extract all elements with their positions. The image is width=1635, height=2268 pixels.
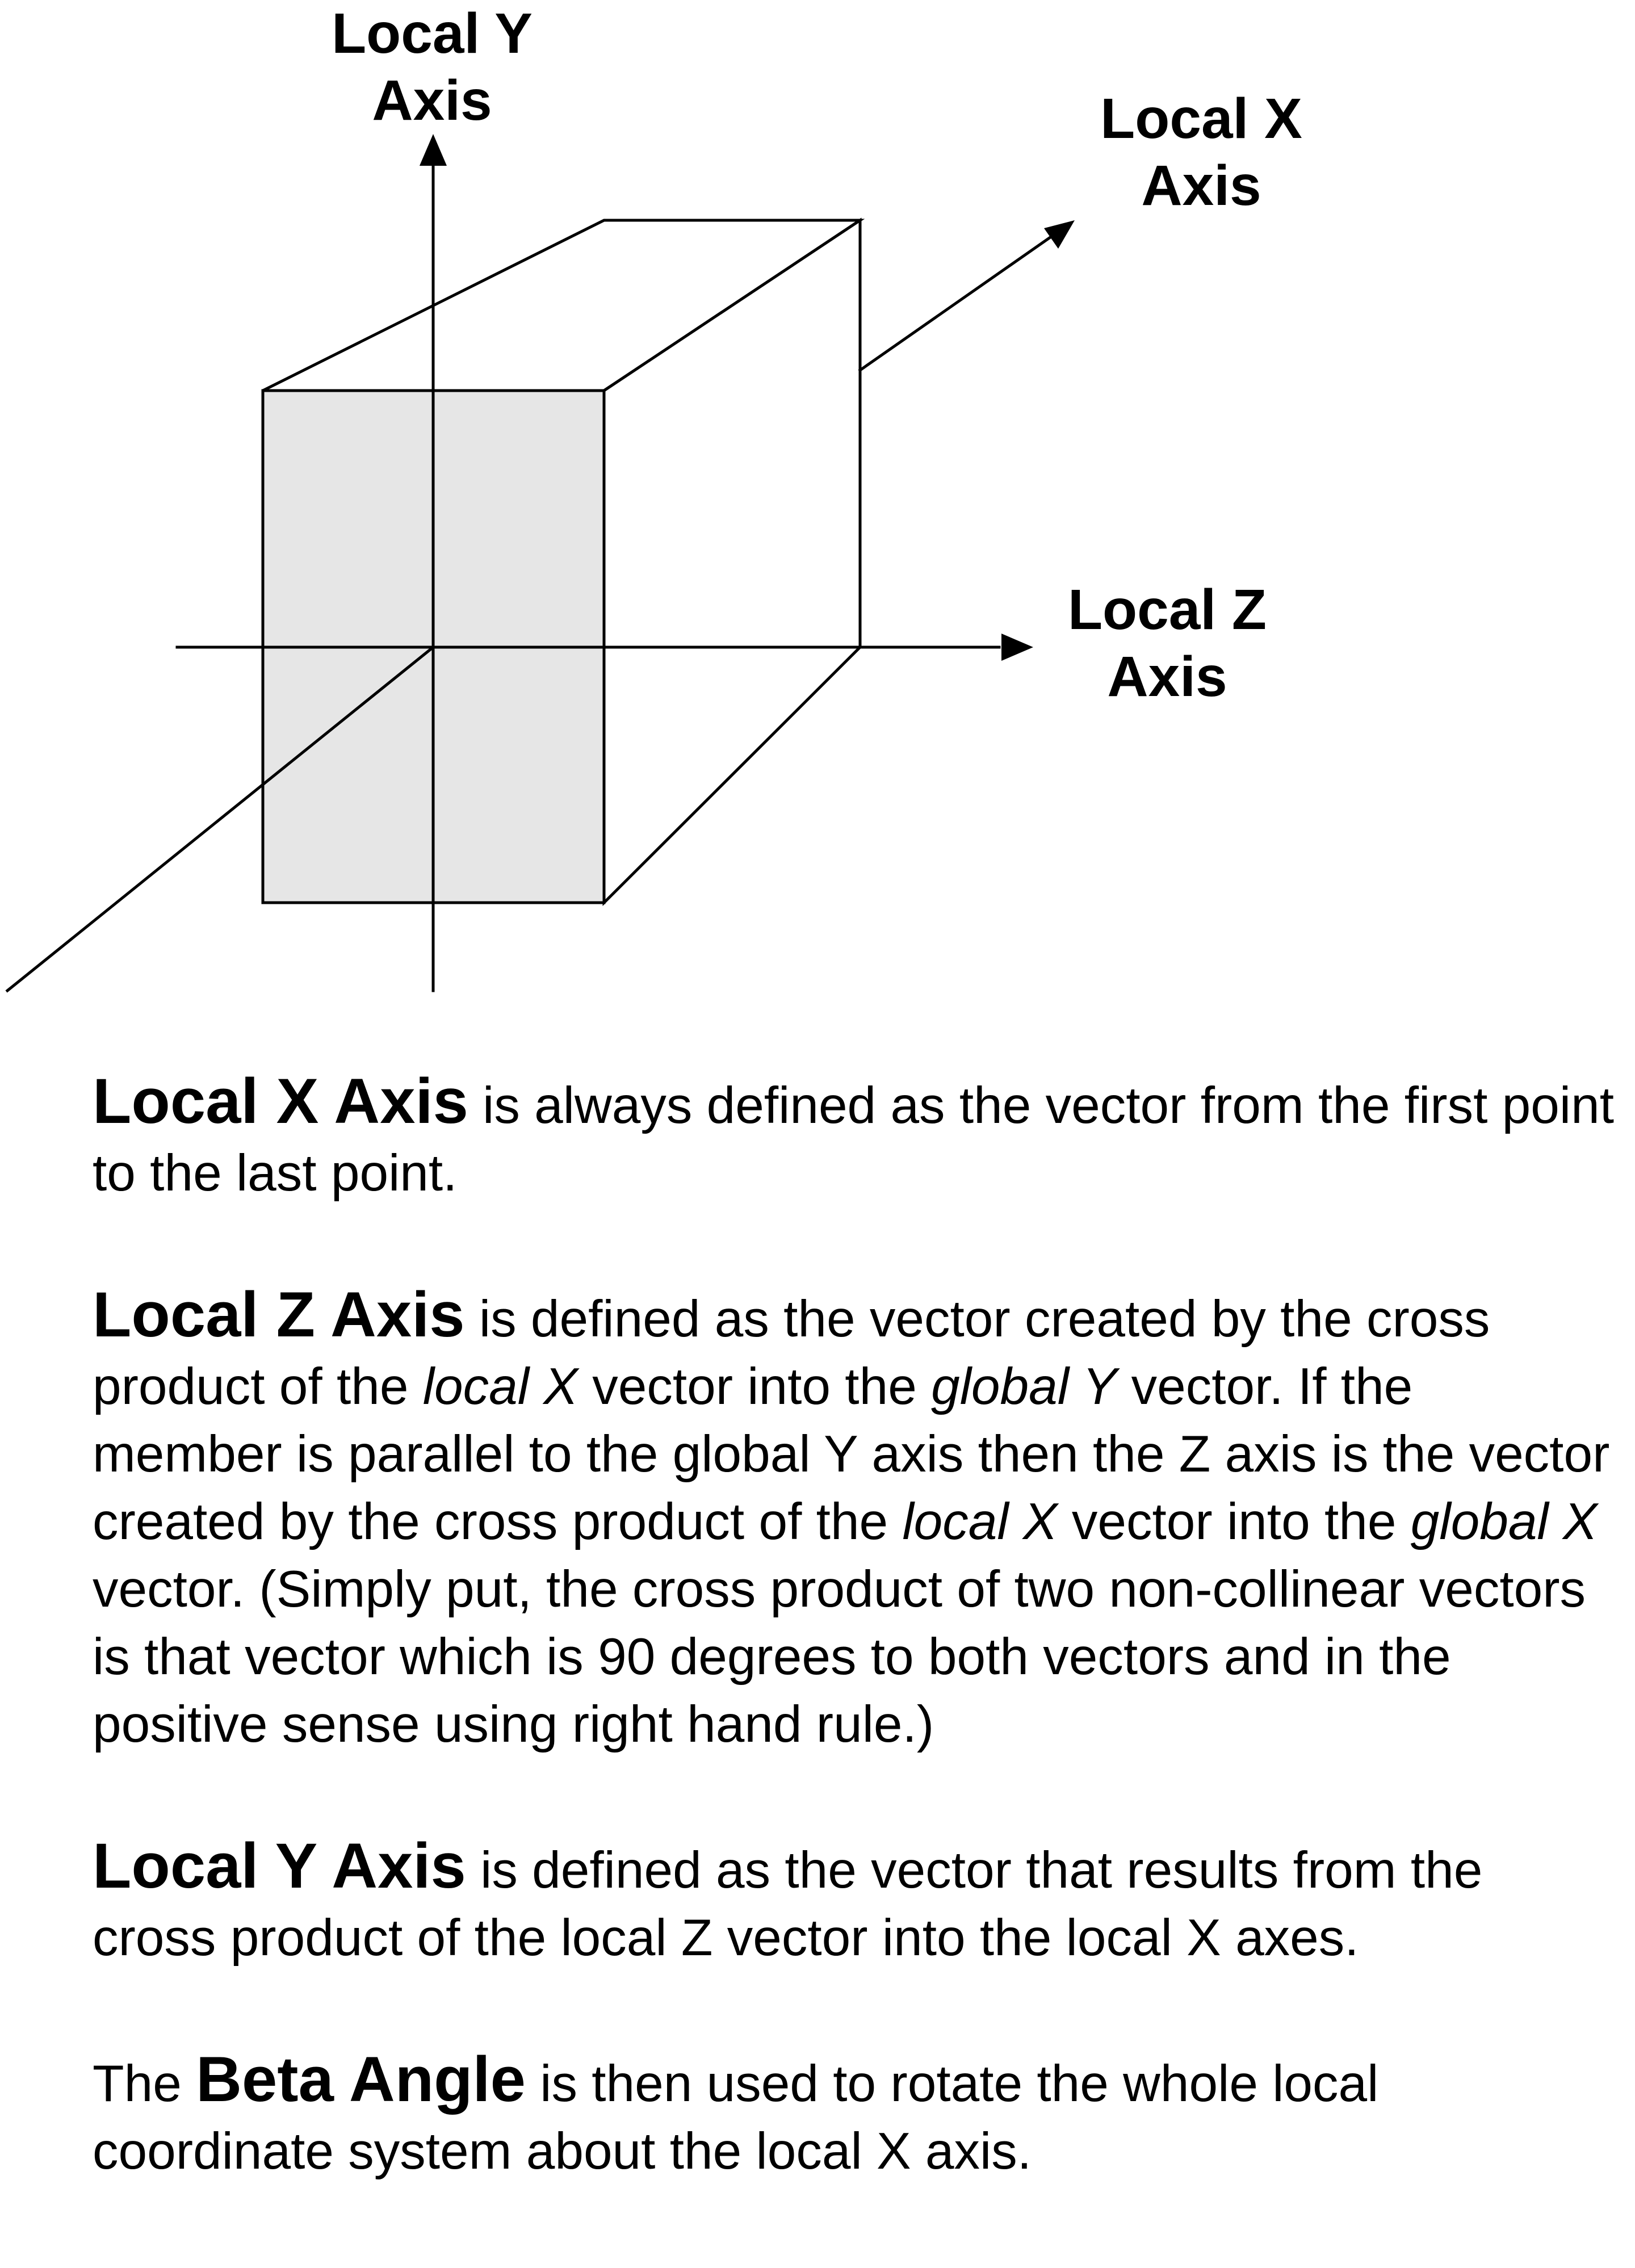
local-x-axis-label [1054, 85, 1349, 219]
local-x-label-line-2: Axis [1141, 154, 1261, 217]
beta-angle-term: Beta Angle [196, 2044, 526, 2115]
local-z-italic-4: global X [1410, 1493, 1598, 1550]
local-y-axis-definition [93, 1832, 1614, 1972]
local-x-arrowhead [1044, 220, 1075, 249]
local-z-italic-3: local X [902, 1493, 1058, 1550]
local-z-label-line-2: Axis [1107, 645, 1227, 709]
definitions-text [93, 1067, 1614, 2259]
local-z-axis-term: Local Z Axis [93, 1279, 465, 1350]
local-y-label-line-2: Axis [372, 69, 492, 132]
local-z-text-3: vector. If the member is parallel to the global Y axis then the Z axis is the vector created by the cross product of the [93, 1358, 1610, 1550]
local-y-axis-term: Local Y Axis [93, 1830, 466, 1901]
local-z-label-line-1: Local Z [1067, 578, 1267, 642]
local-z-text-2: vector into the [577, 1358, 932, 1415]
local-y-axis-description: is defined as the vector that results from the cross product of the local Z vector into the local X axes. [93, 1842, 1483, 1967]
local-z-italic-2: global Y [931, 1358, 1117, 1415]
beta-angle-definition [93, 2045, 1614, 2185]
local-x-axis-term: Local X Axis [93, 1066, 468, 1137]
local-y-label-line-1: Local Y [332, 2, 533, 65]
local-z-axis-label [1020, 576, 1315, 710]
local-z-italic-1: local X [422, 1358, 578, 1415]
local-x-axis-line-back [860, 237, 1050, 370]
local-x-axis-definition [93, 1067, 1614, 1207]
beta-angle-description: is then used to rotate the whole local coordinate system about the local X axis. [93, 2055, 1379, 2180]
local-x-axis-description: is always defined as the vector from the first point to the last point. [93, 1077, 1614, 1202]
local-y-arrowhead [420, 134, 447, 166]
local-axes-diagram [0, 0, 1635, 1022]
beta-angle-prefix: The [93, 2055, 196, 2112]
local-z-text-4: vector into the [1057, 1493, 1411, 1550]
local-z-text-1: is defined as the vector created by the cross product of the [93, 1290, 1490, 1415]
local-z-text-5: vector. (Simply put, the cross product of two non-collinear vectors is that vector which is 90 degrees to both vectors and in the positive sense using right hand rule.) [93, 1561, 1586, 1753]
local-z-axis-definition [93, 1281, 1614, 1758]
local-x-label-line-1: Local X [1100, 87, 1302, 150]
local-y-axis-label [284, 0, 580, 134]
